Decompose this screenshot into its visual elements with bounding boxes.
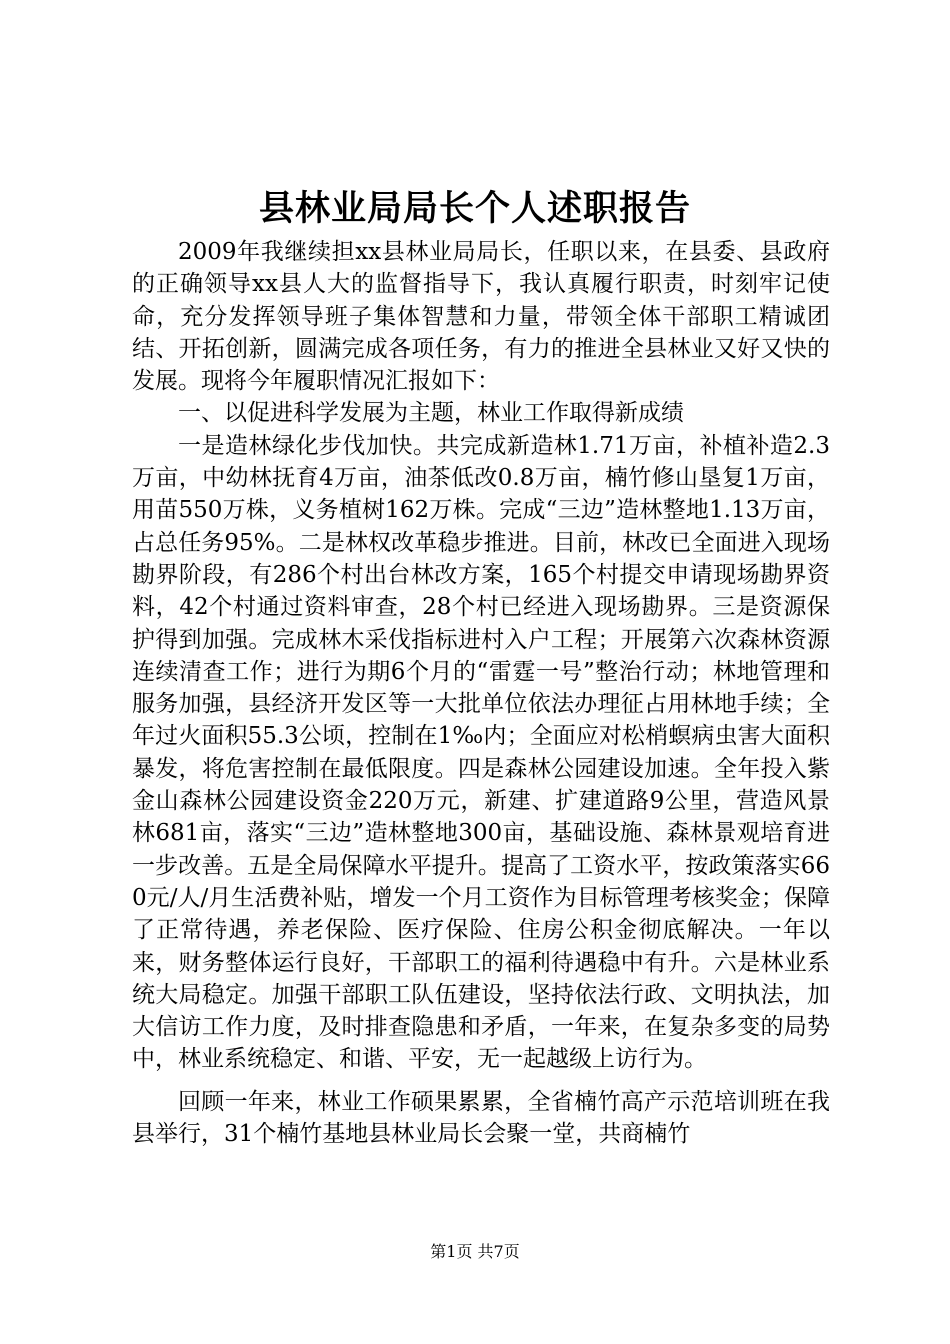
- document-body: [132, 236, 830, 1150]
- section-heading: 一、以促进科学发展为主题，林业工作取得新成绩: [178, 400, 684, 427]
- review-paragraph: 回顾一年来，林业工作硕果累累，全省楠竹高产示范培训班在我县举行，31个楠竹基地县林业局长会聚一堂，共商楠竹: [132, 1088, 830, 1148]
- intro-paragraph: 2009年我继续担xx县林业局局长，任职以来，在县委、县政府的正确领导xx县人大的监督指导下，我认真履行职责，时刻牢记使命，充分发挥领导班子集体智慧和力量，带领全体干部职工精诚团结、开拓创新，圆满完成各项任务，有力的推进全县林业又好又快的发展。现将今年履职情况汇报如下：: [132, 239, 830, 395]
- page-number-footer: 第1页 共7页: [430, 1242, 520, 1261]
- document-title: 县林业局局长个人述职报告: [258, 189, 691, 229]
- achievements-paragraph: 一是造林绿化步伐加快。共完成新造林1.71万亩，补植补造2.3万亩，中幼林抚育4万亩，油茶低改0.8万亩，楠竹修山垦复1万亩，用苗550万株，义务植树162万株。完成“三边”造林整地1.13万亩，占总任务95%。二是林权改革稳步推进。目前，林改已全面进入现场勘界阶段，有286个村出台林改方案，165个村提交申请现场勘界资料，42个村通过资料审查，28个村已经进入现场勘界。三是资源保护得到加强。完成林木采伐指标进村入户工程；开展第六次森林资源连续清查工作；进行为期6个月的“雷霆一号”整治行动；林地管理和服务加强，县经济开发区等一大批单位依法办理征占用林地手续；全年过火面积55.3公顷，控制在1‰内；全面应对松梢螟病虫害大面积暴发，将危害控制在最低限度。四是森林公园建设加速。全年投入紫金山森林公园建设资金220万元，新建、扩建道路9公里，营造风景林681亩，落实“三边”造林整地300亩，基础设施、森林景观培育进一步改善。五是全局保障水平提升。提高了工资水平，按政策落实660元/人/月生活费补贴，增发一个月工资作为目标管理考核奖金；保障了正常待遇，养老保险、医疗保险、住房公积金彻底解决。一年以来，财务整体运行良好，干部职工的福利待遇稳中有升。六是林业系统大局稳定。加强干部职工队伍建设，坚持依法行政、文明执法，加大信访工作力度，及时排查隐患和矛盾，一年来，在复杂多变的局势中，林业系统稳定、和谐、平安，无一起越级上访行为。: [132, 432, 830, 1073]
